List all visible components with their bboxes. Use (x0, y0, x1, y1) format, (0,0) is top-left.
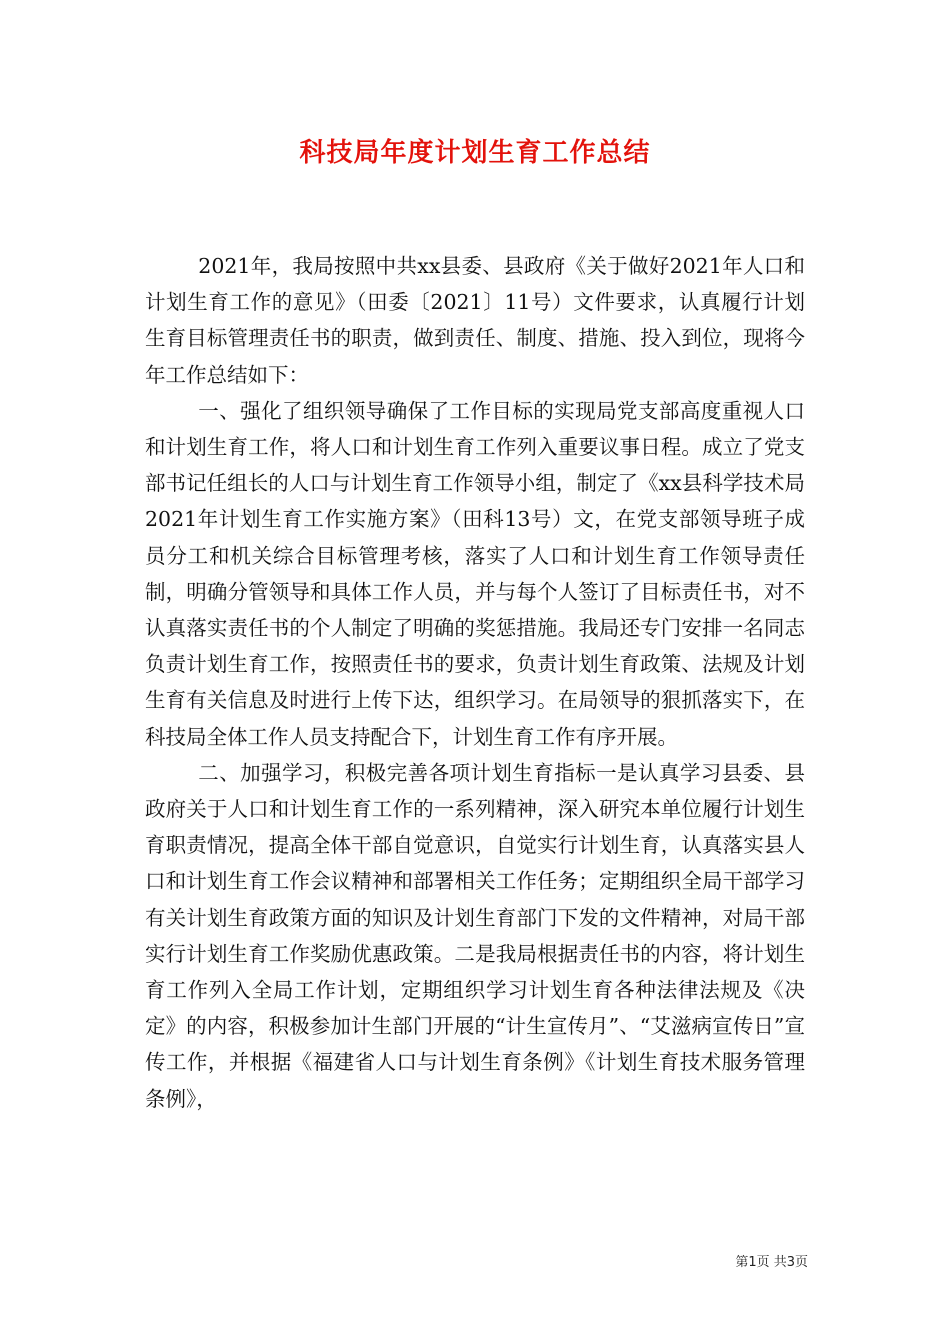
document-title: 科技局年度计划生育工作总结 (299, 138, 651, 168)
document-body (145, 248, 805, 1117)
paragraph-section-one: 一、强化了组织领导确保了工作目标的实现局党支部高度重视人口和计划生育工作，将人口和计划生育工作列入重要议事日程。成立了党支部书记任组长的人口与计划生育工作领导小组，制定了《xx县科学技术局2021年计划生育工作实施方案》（田科13号）文，在党支部领导班子成员分工和机关综合目标管理考核，落实了人口和计划生育工作领导责任制，明确分管领导和具体工作人员，并与每个人签订了目标责任书，对不认真落实责任书的个人制定了明确的奖惩措施。我局还专门安排一名同志负责计划生育工作，按照责任书的要求，负责计划生育政策、法规及计划生育有关信息及时进行上传下达，组织学习。在局领导的狠抓落实下，在科技局全体工作人员支持配合下，计划生育工作有序开展。 (145, 398, 805, 749)
page-number: 第1页 共3页 (735, 1255, 808, 1270)
paragraph-section-two: 二、加强学习，积极完善各项计划生育指标一是认真学习县委、县政府关于人口和计划生育工作的一系列精神，深入研究本单位履行计划生育职责情况，提高全体干部自觉意识，自觉实行计划生育，认真落实县人口和计划生育工作会议精神和部署相关工作任务；定期组织全局干部学习有关计划生育政策方面的知识及计划生育部门下发的文件精神，对局干部实行计划生育工作奖励优惠政策。二是我局根据责任书的内容，将计划生育工作列入全局工作计划，定期组织学习计划生育各种法律法规及《决定》的内容，积极参加计生部门开展的“计生宣传月”、“艾滋病宣传日”宣传工作，并根据《福建省人口与计划生育条例》《计划生育技术服务管理条例》， (145, 760, 805, 1111)
paragraph-intro: 2021年，我局按照中共xx县委、县政府《关于做好2021年人口和计划生育工作的意见》（田委〔2021〕11号）文件要求，认真履行计划生育目标管理责任书的职责，做到责任、制度、措施、投入到位，现将今年工作总结如下： (145, 254, 805, 387)
